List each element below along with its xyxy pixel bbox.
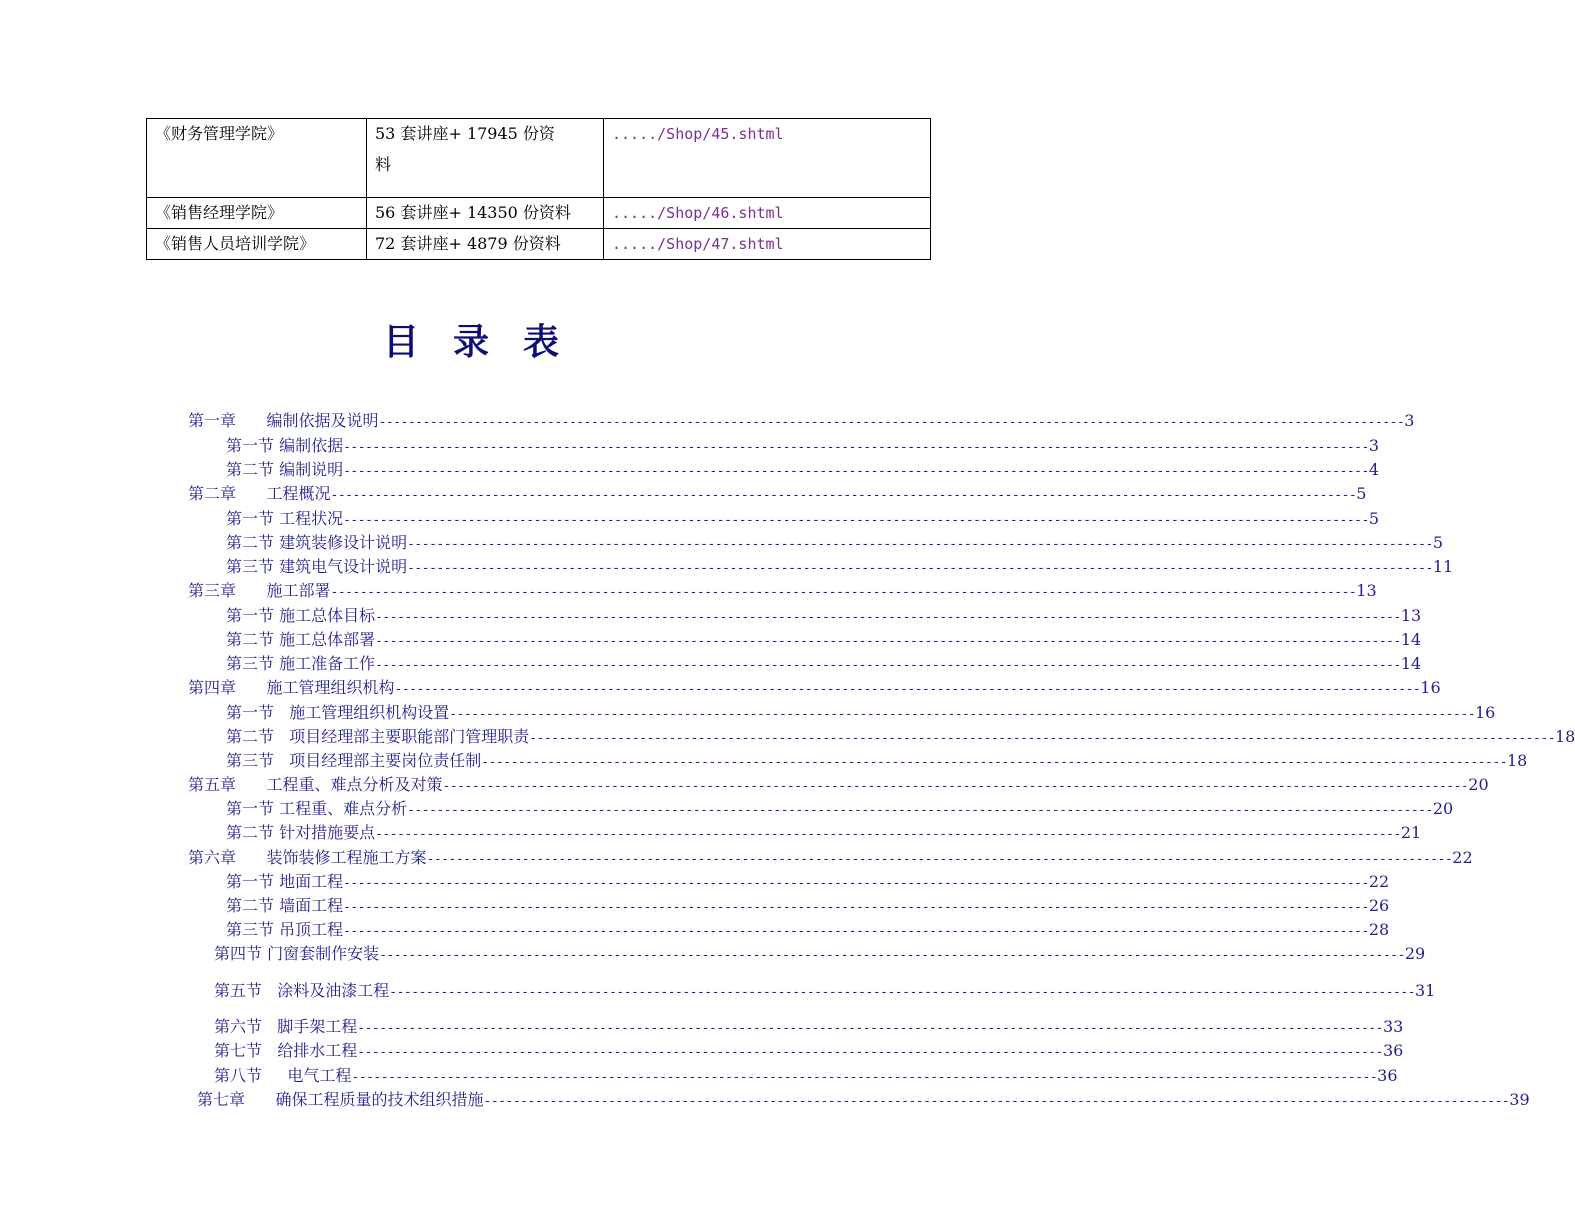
toc-entry-section[interactable] xyxy=(226,919,1390,941)
toc-label: 第二节 项目经理部主要职能部门管理职责 xyxy=(226,727,530,746)
shop-link-cell xyxy=(604,229,931,260)
leader-dashes: -------------------------------------------------------------------------------------------------------------------------------------------- xyxy=(483,1094,1510,1109)
shop-link[interactable]: ...../Shop/47.shtml xyxy=(612,235,784,253)
toc-label: 第二节 墙面工程 xyxy=(226,896,344,915)
toc-label: 第三节 建筑电气设计说明 xyxy=(226,557,408,576)
toc-page-number: 13 xyxy=(1356,581,1377,600)
toc-page-number: 33 xyxy=(1383,1017,1404,1036)
toc-entry-section[interactable] xyxy=(226,750,1528,772)
toc-entry-chapter[interactable] xyxy=(197,1089,1530,1111)
toc-label: 第三节 吊顶工程 xyxy=(226,920,344,939)
toc-entry-section[interactable] xyxy=(226,822,1422,844)
toc-page-number: 31 xyxy=(1415,981,1436,1000)
leader-dashes: -------------------------------------------------------------------------------------------------------------------------------------------- xyxy=(389,985,1415,1000)
leader-dashes: -------------------------------------------------------------------------------------------------------------------------------------------- xyxy=(375,634,1401,649)
leader-dashes: -------------------------------------------------------------------------------------------------------------------------------------------- xyxy=(375,610,1401,625)
toc-page-number: 29 xyxy=(1404,944,1426,963)
leader-dashes: -------------------------------------------------------------------------------------------------------------------------------------------- xyxy=(426,852,1453,867)
toc-entry-section[interactable] xyxy=(214,980,1436,1002)
college-name: 《销售人员培训学院》 xyxy=(147,229,367,260)
toc-page-number: 3 xyxy=(1404,411,1415,430)
toc-entry-section[interactable] xyxy=(226,459,1380,481)
toc-entry-section[interactable] xyxy=(214,1016,1404,1038)
toc-entry-section[interactable] xyxy=(214,1065,1398,1087)
leader-dashes: -------------------------------------------------------------------------------------------------------------------------------------------- xyxy=(343,440,1369,455)
toc-page-number: 20 xyxy=(1468,775,1489,794)
toc-label: 第二节 建筑装修设计说明 xyxy=(226,533,408,552)
toc-label: 第二节 编制说明 xyxy=(226,460,344,479)
toc-label: 第三节 施工准备工作 xyxy=(226,654,376,673)
toc-entry-section[interactable] xyxy=(226,532,1444,554)
leader-dashes: -------------------------------------------------------------------------------------------------------------------------------------------- xyxy=(343,464,1369,479)
toc-entry-section[interactable] xyxy=(226,605,1422,627)
toc-label: 第五节 涂料及油漆工程 xyxy=(214,981,390,1000)
toc-entry-section[interactable] xyxy=(226,556,1454,578)
leader-dashes: -------------------------------------------------------------------------------------------------------------------------------------------- xyxy=(407,561,1433,576)
course-amount xyxy=(367,119,604,198)
leader-dashes: -------------------------------------------------------------------------------------------------------------------------------------------- xyxy=(449,707,1475,722)
toc-entry-chapter[interactable] xyxy=(188,847,1473,869)
course-amount-line: 53 套讲座+ 17945 份资 xyxy=(375,124,555,143)
toc-label: 第二节 施工总体部署 xyxy=(226,630,376,649)
toc-page-number: 4 xyxy=(1368,460,1380,479)
leader-dashes: -------------------------------------------------------------------------------------------------------------------------------------------- xyxy=(330,585,1357,600)
toc-label: 第七节 给排水工程 xyxy=(214,1041,358,1060)
toc-label: 第二节 针对措施要点 xyxy=(226,823,376,842)
leader-dashes: -------------------------------------------------------------------------------------------------------------------------------------------- xyxy=(378,415,1405,430)
table-row xyxy=(147,229,931,260)
toc-entry-section[interactable] xyxy=(226,435,1380,457)
toc-page-number: 13 xyxy=(1400,606,1422,625)
toc-entry-section[interactable] xyxy=(226,629,1422,651)
toc-page-number: 18 xyxy=(1507,751,1528,770)
table-row xyxy=(147,119,931,198)
toc-page-number: 16 xyxy=(1475,703,1496,722)
resource-table xyxy=(146,118,931,260)
course-amount: 72 套讲座+ 4879 份资料 xyxy=(367,229,604,260)
leader-dashes: -------------------------------------------------------------------------------------------------------------------------------------------- xyxy=(375,658,1401,673)
leader-dashes: -------------------------------------------------------------------------------------------------------------------------------------------- xyxy=(343,900,1369,915)
toc-page-number: 5 xyxy=(1356,484,1367,503)
toc-label: 第一章 编制依据及说明 xyxy=(188,411,379,430)
table-row xyxy=(147,198,931,229)
toc-entry-chapter[interactable] xyxy=(188,483,1367,505)
toc-label: 第六章 装饰装修工程施工方案 xyxy=(188,848,427,867)
shop-link-cell xyxy=(604,198,931,229)
leader-dashes: -------------------------------------------------------------------------------------------------------------------------------------------- xyxy=(379,948,1405,963)
toc-entry-section[interactable] xyxy=(214,1040,1404,1062)
toc-page-number: 36 xyxy=(1383,1041,1404,1060)
toc-entry-section[interactable] xyxy=(226,895,1390,917)
toc-entry-section[interactable] xyxy=(226,726,1575,748)
toc-page-number: 36 xyxy=(1377,1066,1398,1085)
toc-page-number: 20 xyxy=(1432,799,1454,818)
toc-label: 第五章 工程重、难点分析及对策 xyxy=(188,775,443,794)
toc-label: 第六节 脚手架工程 xyxy=(214,1017,358,1036)
toc-page-number: 3 xyxy=(1368,436,1380,455)
toc-label: 第一节 工程重、难点分析 xyxy=(226,799,408,818)
leader-dashes: -------------------------------------------------------------------------------------------------------------------------------------------- xyxy=(407,803,1433,818)
course-amount: 56 套讲座+ 14350 份资料 xyxy=(367,198,604,229)
shop-link-cell xyxy=(604,119,931,198)
toc-page-number: 11 xyxy=(1432,557,1454,576)
toc-label: 第三节 项目经理部主要岗位责任制 xyxy=(226,751,482,770)
toc-entry-section[interactable] xyxy=(214,943,1426,965)
toc-label: 第一节 施工总体目标 xyxy=(226,606,376,625)
leader-dashes: -------------------------------------------------------------------------------------------------------------------------------------------- xyxy=(394,682,1421,697)
toc-entry-section[interactable] xyxy=(226,798,1454,820)
toc-page-number: 39 xyxy=(1509,1090,1530,1109)
toc-label: 第三章 施工部署 xyxy=(188,581,331,600)
toc-entry-chapter[interactable] xyxy=(188,580,1377,602)
course-amount-line: 料 xyxy=(375,155,392,174)
toc-entry-section[interactable] xyxy=(226,508,1380,530)
college-name: 《财务管理学院》 xyxy=(147,119,367,198)
leader-dashes: -------------------------------------------------------------------------------------------------------------------------------------------- xyxy=(375,827,1401,842)
toc-label: 第一节 地面工程 xyxy=(226,872,344,891)
toc-label: 第八节 电气工程 xyxy=(214,1066,352,1085)
toc-entry-section[interactable] xyxy=(226,702,1496,724)
toc-page-number: 14 xyxy=(1400,654,1422,673)
leader-dashes: -------------------------------------------------------------------------------------------------------------------------------------------- xyxy=(529,731,1555,746)
toc-page-number: 14 xyxy=(1400,630,1422,649)
toc-page-number: 5 xyxy=(1432,533,1444,552)
toc-label: 第一节 施工管理组织机构设置 xyxy=(226,703,450,722)
toc-entry-chapter[interactable] xyxy=(188,677,1441,699)
toc-label: 第一节 编制依据 xyxy=(226,436,344,455)
shop-link[interactable]: ...../Shop/45.shtml xyxy=(612,125,784,143)
toc-entry-chapter[interactable] xyxy=(188,774,1489,796)
toc-label: 第七章 确保工程质量的技术组织措施 xyxy=(197,1090,484,1109)
leader-dashes: -------------------------------------------------------------------------------------------------------------------------------------------- xyxy=(330,488,1357,503)
leader-dashes: -------------------------------------------------------------------------------------------------------------------------------------------- xyxy=(343,513,1369,528)
toc-label: 第四章 施工管理组织机构 xyxy=(188,678,395,697)
leader-dashes: -------------------------------------------------------------------------------------------------------------------------------------------- xyxy=(407,537,1433,552)
page-title: 目录表 xyxy=(382,322,593,363)
toc-entry-chapter[interactable] xyxy=(188,410,1415,432)
leader-dashes: -------------------------------------------------------------------------------------------------------------------------------------------- xyxy=(357,1045,1383,1060)
toc-page-number: 22 xyxy=(1368,872,1390,891)
toc-page-number: 28 xyxy=(1368,920,1390,939)
toc-entry-section[interactable] xyxy=(226,653,1422,675)
leader-dashes: -------------------------------------------------------------------------------------------------------------------------------------------- xyxy=(343,876,1369,891)
toc-entry-section[interactable] xyxy=(226,871,1390,893)
toc-label: 第二章 工程概况 xyxy=(188,484,331,503)
toc-label: 第四节 门窗套制作安装 xyxy=(214,944,380,963)
leader-dashes: -------------------------------------------------------------------------------------------------------------------------------------------- xyxy=(481,755,1507,770)
shop-link[interactable]: ...../Shop/46.shtml xyxy=(612,204,784,222)
toc-page-number: 26 xyxy=(1368,896,1390,915)
toc-page-number: 16 xyxy=(1420,678,1441,697)
leader-dashes: -------------------------------------------------------------------------------------------------------------------------------------------- xyxy=(442,779,1469,794)
toc-page-number: 5 xyxy=(1368,509,1380,528)
toc-label: 第一节 工程状况 xyxy=(226,509,344,528)
toc-page-number: 22 xyxy=(1452,848,1473,867)
toc-page-number: 21 xyxy=(1400,823,1422,842)
college-name: 《销售经理学院》 xyxy=(147,198,367,229)
leader-dashes: -------------------------------------------------------------------------------------------------------------------------------------------- xyxy=(351,1070,1378,1085)
leader-dashes: -------------------------------------------------------------------------------------------------------------------------------------------- xyxy=(343,924,1369,939)
toc-page-number: 18 xyxy=(1555,727,1575,746)
leader-dashes: -------------------------------------------------------------------------------------------------------------------------------------------- xyxy=(357,1021,1383,1036)
